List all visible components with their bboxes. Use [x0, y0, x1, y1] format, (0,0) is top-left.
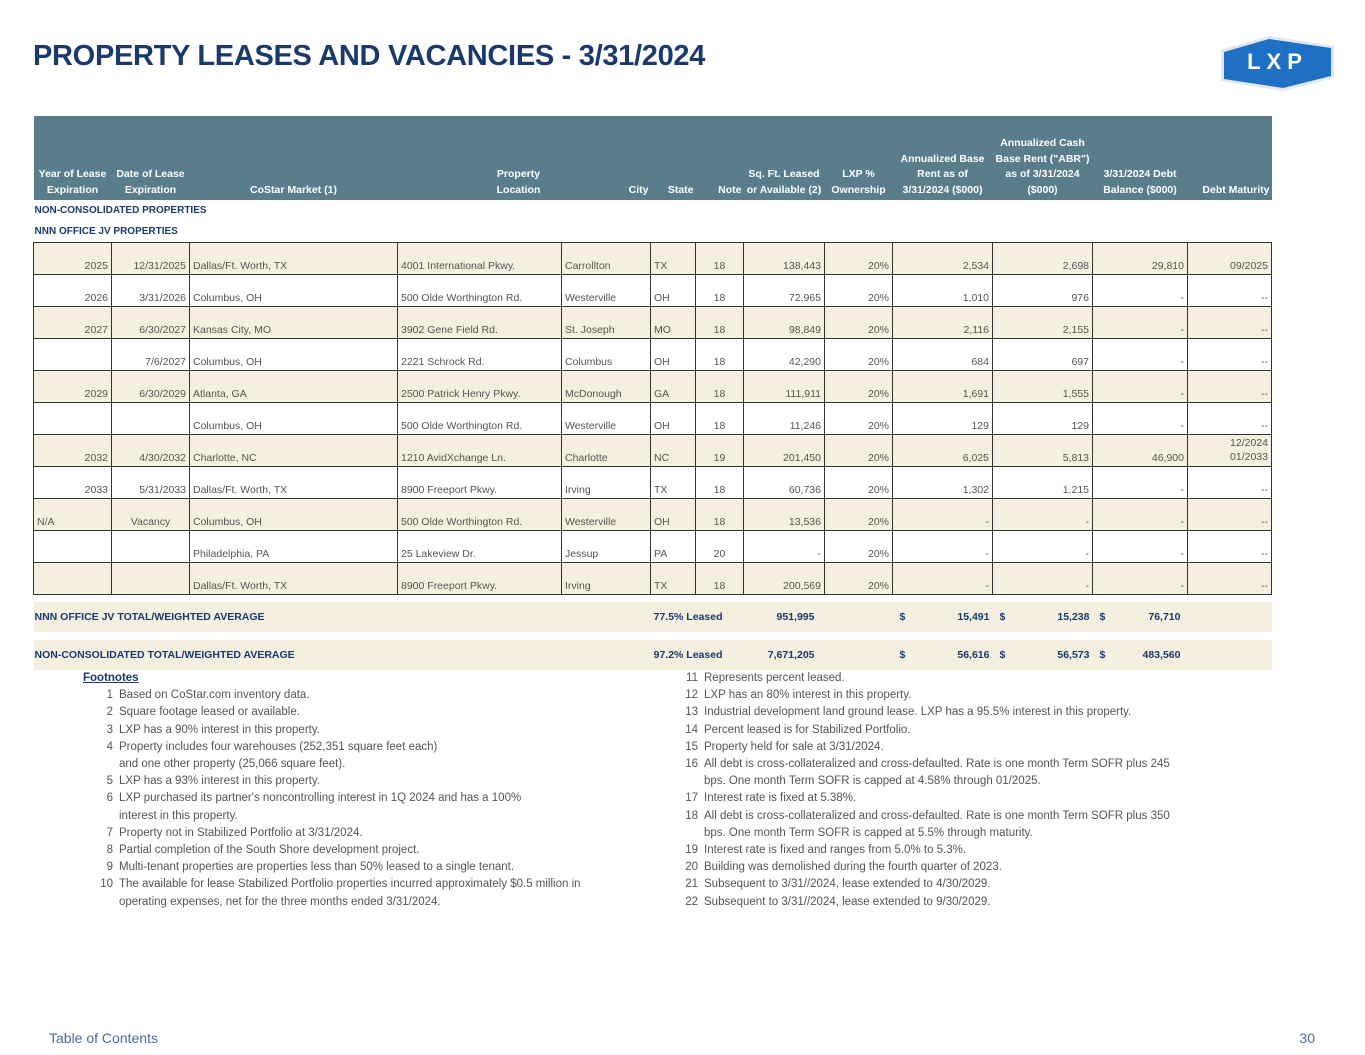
footnote-item: [83, 859, 643, 876]
cell-market: Charlotte, NC: [190, 435, 398, 467]
footnote-text: LXP purchased its partner's noncontrolling interest in 1Q 2024 and has a 100%: [119, 792, 522, 805]
cell-own: 20%: [825, 371, 893, 403]
cell-city: Irving: [562, 467, 651, 499]
lease-table: [33, 116, 1272, 670]
cell-note: 20: [696, 531, 744, 563]
cell-date: Vacancy: [112, 499, 190, 531]
footnote-number: 9: [106, 861, 113, 874]
cell-year: [34, 531, 112, 563]
footnotes-heading: Footnotes: [83, 672, 139, 684]
total-maturity: [1188, 602, 1272, 632]
footnote-number: 12: [685, 689, 698, 702]
total-label: NNN OFFICE JV TOTAL/WEIGHTED AVERAGE: [34, 602, 651, 632]
table-of-contents-link[interactable]: Table of Contents: [49, 1030, 158, 1046]
footnote-item: [83, 808, 643, 825]
cell-abr: 2,534: [893, 243, 993, 275]
table-row: [34, 563, 1272, 595]
total-cash-value: 56,573: [1057, 649, 1090, 661]
footnote-number: 17: [685, 792, 698, 805]
total-leased: 77.5% Leased: [653, 611, 723, 623]
cell-city: Westerville: [562, 499, 651, 531]
footnote-item: [668, 876, 1188, 893]
cell-maturity-line: 12/2024: [1230, 437, 1268, 449]
cell-state: TX: [651, 563, 696, 595]
cell-maturity: --: [1188, 563, 1272, 595]
footnote-item: [668, 670, 1188, 687]
footnote-item: [668, 894, 1188, 911]
footnote-text: bps. One month Term SOFR is capped at 4.58% through 01/2025.: [704, 775, 1041, 788]
section-row: [34, 200, 1272, 221]
cell-year: 2026: [34, 275, 112, 307]
footnote-item: [668, 859, 1188, 876]
cell-location: 3902 Gene Field Rd.: [398, 307, 562, 339]
cell-maturity: --: [1188, 467, 1272, 499]
cell-date: [112, 403, 190, 435]
footnote-item: [668, 704, 1188, 721]
cell-debt: -: [1093, 467, 1188, 499]
cell-cash: 2,698: [993, 243, 1093, 275]
total-sqft: [651, 602, 825, 632]
logo-text: LXP: [1247, 49, 1308, 74]
cell-city: Westerville: [562, 403, 651, 435]
currency-symbol: $: [999, 649, 1006, 661]
header-abr: Annualized Base Rent as of 3/31/2024 ($000): [893, 116, 993, 200]
cell-cash: 976: [993, 275, 1093, 307]
table-row: [34, 435, 1272, 467]
footnote-text: All debt is cross-collateralized and cross-defaulted. Rate is one month Term SOFR plus 350: [704, 809, 1170, 822]
table-row: [34, 275, 1272, 307]
table-row: [34, 339, 1272, 371]
cell-cash: 697: [993, 339, 1093, 371]
cell-location: 4001 International Pkwy.: [398, 243, 562, 275]
footnote-item: [83, 876, 643, 893]
cell-state: NC: [651, 435, 696, 467]
cell-market: Columbus, OH: [190, 339, 398, 371]
footnote-item: [668, 842, 1188, 859]
footnote-text: Subsequent to 3/31//2024, lease extended to 4/30/2029.: [704, 878, 991, 891]
cell-note: 18: [696, 275, 744, 307]
total-sqft-value: 951,995: [776, 611, 815, 623]
footnote-item: [83, 842, 643, 859]
cell-market: Atlanta, GA: [190, 371, 398, 403]
total-cash-abr: [993, 602, 1093, 632]
cell-debt: -: [1093, 403, 1188, 435]
total-spacer: [825, 602, 893, 632]
total-row: [34, 640, 1272, 670]
total-abr-value: 15,491: [957, 611, 990, 623]
cell-city: Charlotte: [562, 435, 651, 467]
total-cash-abr: [993, 640, 1093, 670]
cell-maturity: --: [1188, 307, 1272, 339]
total-debt: [1093, 640, 1188, 670]
cell-own: 20%: [825, 531, 893, 563]
cell-note: 18: [696, 499, 744, 531]
table-row: [34, 499, 1272, 531]
cell-note: 18: [696, 403, 744, 435]
cell-own: 20%: [825, 307, 893, 339]
header-sqft: Sq. Ft. Leased or Available (2): [744, 116, 825, 200]
cell-sqft: 72,965: [744, 275, 825, 307]
footnote-text: Square footage leased or available.: [119, 706, 300, 719]
total-row: [34, 602, 1272, 632]
header-cash-abr: Annualized Cash Base Rent ("ABR") as of 3/31/2024 ($000): [993, 116, 1093, 200]
cell-location: 8900 Freeport Pkwy.: [398, 563, 562, 595]
header-debt-balance: 3/31/2024 Debt Balance ($000): [1093, 116, 1188, 200]
cell-own: 20%: [825, 563, 893, 595]
cell-sqft: 98,849: [744, 307, 825, 339]
cell-sqft: -: [744, 531, 825, 563]
currency-symbol: $: [1099, 611, 1106, 623]
total-cash-value: 15,238: [1057, 611, 1090, 623]
cell-location: 1210 AvidXchange Ln.: [398, 435, 562, 467]
footnote-text: bps. One month Term SOFR is capped at 5.5% through maturity.: [704, 826, 1033, 839]
cell-city: Columbus: [562, 339, 651, 371]
footnotes-left: [83, 670, 643, 911]
header-year: Year of Lease Expiration: [34, 116, 112, 200]
cell-debt: 46,900: [1093, 435, 1188, 467]
footnote-text: Interest rate is fixed at 5.38%.: [704, 792, 857, 805]
cell-year: N/A: [34, 499, 112, 531]
cell-maturity: [1188, 435, 1272, 467]
footnote-number: [83, 756, 119, 773]
footnote-number: 10: [100, 878, 113, 891]
footnote-number: 15: [685, 740, 698, 753]
cell-note: 18: [696, 243, 744, 275]
page-number: 30: [1299, 1030, 1315, 1046]
footnote-text: LXP has a 90% interest in this property.: [119, 723, 320, 736]
footnote-number: 18: [685, 809, 698, 822]
footnote-number: 22: [685, 895, 698, 908]
footnote-text: and one other property (25,066 square feet).: [119, 758, 346, 771]
footnote-text: Interest rate is fixed and ranges from 5.0% to 5.3%.: [704, 844, 967, 857]
currency-symbol: $: [899, 611, 906, 623]
footnote-item: [668, 722, 1188, 739]
footnote-item: [83, 825, 643, 842]
footnote-number: 2: [106, 706, 113, 719]
cell-maturity: --: [1188, 499, 1272, 531]
footnote-number: 14: [685, 723, 698, 736]
cell-note: 18: [696, 563, 744, 595]
cell-year: 2025: [34, 243, 112, 275]
table-row: [34, 243, 1272, 275]
cell-date: 4/30/2032: [112, 435, 190, 467]
header-note: Note: [696, 116, 744, 200]
cell-abr: -: [893, 531, 993, 563]
lxp-logo: [1221, 36, 1334, 91]
cell-state: OH: [651, 499, 696, 531]
footnote-text: Property includes four warehouses (252,351 square feet each): [119, 740, 438, 753]
header-ownership: LXP % Ownership: [825, 116, 893, 200]
footnote-item: [83, 790, 643, 807]
cell-sqft: 200,569: [744, 563, 825, 595]
footnote-item: [668, 756, 1188, 773]
cell-date: 6/30/2029: [112, 371, 190, 403]
footnote-number: 16: [685, 758, 698, 771]
cell-city: Westerville: [562, 275, 651, 307]
footnote-text: Percent leased is for Stabilized Portfolio.: [704, 723, 911, 736]
cell-state: OH: [651, 275, 696, 307]
table-row: [34, 403, 1272, 435]
cell-date: 12/31/2025: [112, 243, 190, 275]
header-debt-maturity: Debt Maturity: [1188, 116, 1272, 200]
cell-location: 8900 Freeport Pkwy.: [398, 467, 562, 499]
footnote-item: [668, 825, 1188, 842]
footnote-text: Based on CoStar.com inventory data.: [119, 689, 310, 702]
cell-year: 2029: [34, 371, 112, 403]
cell-market: Columbus, OH: [190, 499, 398, 531]
cell-debt: -: [1093, 307, 1188, 339]
footnote-item: [668, 790, 1188, 807]
cell-state: GA: [651, 371, 696, 403]
cell-location: 25 Lakeview Dr.: [398, 531, 562, 563]
footnote-text: LXP has a 93% interest in this property.: [119, 775, 320, 788]
footnote-text: operating expenses, net for the three months ended 3/31/2024.: [119, 895, 441, 908]
cell-cash: 1,215: [993, 467, 1093, 499]
cell-location: 2500 Patrick Henry Pkwy.: [398, 371, 562, 403]
footnote-item: [83, 704, 643, 721]
total-label: NON-CONSOLIDATED TOTAL/WEIGHTED AVERAGE: [34, 640, 651, 670]
cell-state: TX: [651, 467, 696, 499]
cell-own: 20%: [825, 403, 893, 435]
header-state: State: [651, 116, 696, 200]
total-leased: 97.2% Leased: [653, 649, 723, 661]
cell-date: 5/31/2033: [112, 467, 190, 499]
cell-state: OH: [651, 403, 696, 435]
footnote-number: 1: [106, 689, 113, 702]
footnote-text: Partial completion of the South Shore development project.: [119, 844, 420, 857]
cell-maturity: --: [1188, 275, 1272, 307]
footnote-item: [83, 894, 643, 911]
cell-abr: 1,302: [893, 467, 993, 499]
cell-market: Dallas/Ft. Worth, TX: [190, 563, 398, 595]
cell-city: St. Joseph: [562, 307, 651, 339]
footnote-text: Subsequent to 3/31//2024, lease extended to 9/30/2029.: [704, 895, 991, 908]
footnote-item: [668, 808, 1188, 825]
total-spacer: [825, 640, 893, 670]
cell-maturity: --: [1188, 403, 1272, 435]
footnote-item: [83, 722, 643, 739]
total-debt-value: 76,710: [1148, 611, 1181, 623]
page-title: PROPERTY LEASES AND VACANCIES - 3/31/2024: [33, 40, 706, 72]
cell-debt: -: [1093, 531, 1188, 563]
cell-cash: 1,555: [993, 371, 1093, 403]
cell-debt: -: [1093, 563, 1188, 595]
total-abr: [893, 640, 993, 670]
cell-note: 18: [696, 307, 744, 339]
cell-abr: 684: [893, 339, 993, 371]
footnote-number: [83, 894, 119, 911]
cell-debt: -: [1093, 499, 1188, 531]
cell-abr: 1,691: [893, 371, 993, 403]
cell-market: Kansas City, MO: [190, 307, 398, 339]
header-city: City: [562, 116, 651, 200]
cell-state: PA: [651, 531, 696, 563]
cell-date: 3/31/2026: [112, 275, 190, 307]
footnote-item: [83, 773, 643, 790]
cell-own: 20%: [825, 435, 893, 467]
cell-city: Jessup: [562, 531, 651, 563]
cell-maturity: --: [1188, 531, 1272, 563]
cell-maturity: 09/2025: [1188, 243, 1272, 275]
currency-symbol: $: [899, 649, 906, 661]
total-maturity: [1188, 640, 1272, 670]
cell-location: 500 Olde Worthington Rd.: [398, 499, 562, 531]
header-date: Date of Lease Expiration: [112, 116, 190, 200]
cell-market: Philadelphia, PA: [190, 531, 398, 563]
footnote-item: [83, 756, 643, 773]
section-label: NON-CONSOLIDATED PROPERTIES: [34, 200, 1272, 221]
footnote-number: [83, 808, 119, 825]
cell-year: 2027: [34, 307, 112, 339]
cell-abr: 2,116: [893, 307, 993, 339]
cell-cash: -: [993, 563, 1093, 595]
cell-year: [34, 563, 112, 595]
cell-date: [112, 563, 190, 595]
footnote-item: [668, 739, 1188, 756]
cell-own: 20%: [825, 243, 893, 275]
footnote-number: 21: [685, 878, 698, 891]
cell-sqft: 138,443: [744, 243, 825, 275]
table-header-row: [34, 116, 1272, 200]
spacer-row: [34, 632, 1272, 640]
cell-market: Columbus, OH: [190, 403, 398, 435]
cell-market: Columbus, OH: [190, 275, 398, 307]
cell-sqft: 111,911: [744, 371, 825, 403]
cell-cash: -: [993, 499, 1093, 531]
lease-table-container: [33, 116, 1271, 670]
total-abr: [893, 602, 993, 632]
cell-maturity: --: [1188, 339, 1272, 371]
cell-sqft: 60,736: [744, 467, 825, 499]
cell-year: 2032: [34, 435, 112, 467]
cell-note: 18: [696, 467, 744, 499]
cell-date: 6/30/2027: [112, 307, 190, 339]
cell-market: Dallas/Ft. Worth, TX: [190, 467, 398, 499]
cell-debt: -: [1093, 371, 1188, 403]
cell-date: [112, 531, 190, 563]
footnote-text: Property held for sale at 3/31/2024.: [704, 740, 884, 753]
cell-abr: 129: [893, 403, 993, 435]
total-debt: [1093, 602, 1188, 632]
total-sqft: [651, 640, 825, 670]
footnote-number: [668, 773, 704, 790]
footnote-text: The available for lease Stabilized Portfolio properties incurred approximately $0.5 million in: [119, 878, 581, 891]
total-debt-value: 483,560: [1142, 649, 1181, 661]
cell-year: [34, 403, 112, 435]
section-row: [34, 221, 1272, 243]
total-sqft-value: 7,671,205: [767, 649, 815, 661]
cell-city: McDonough: [562, 371, 651, 403]
cell-sqft: 42,290: [744, 339, 825, 371]
footnote-number: 19: [685, 844, 698, 857]
footnote-number: 11: [686, 672, 698, 684]
footnote-number: [668, 825, 704, 842]
cell-city: Irving: [562, 563, 651, 595]
cell-state: OH: [651, 339, 696, 371]
cell-note: 19: [696, 435, 744, 467]
cell-year: 2033: [34, 467, 112, 499]
spacer-row: [34, 595, 1272, 603]
cell-own: 20%: [825, 275, 893, 307]
cell-year: [34, 339, 112, 371]
currency-symbol: $: [1099, 649, 1106, 661]
cell-cash: 5,813: [993, 435, 1093, 467]
cell-abr: -: [893, 563, 993, 595]
footnote-number: 5: [106, 775, 113, 788]
footnote-number: 13: [685, 706, 698, 719]
table-row: [34, 371, 1272, 403]
cell-sqft: 11,246: [744, 403, 825, 435]
cell-cash: 2,155: [993, 307, 1093, 339]
footnote-number: 3: [106, 723, 113, 736]
cell-own: 20%: [825, 339, 893, 371]
footnote-number: 7: [106, 826, 113, 839]
footnote-number: 8: [106, 844, 113, 857]
footnote-text: interest in this property.: [119, 809, 238, 822]
footnote-text: All debt is cross-collateralized and cross-defaulted. Rate is one month Term SOFR plus 245: [704, 758, 1170, 771]
footnote-text: LXP has an 80% interest in this property.: [704, 689, 912, 702]
cell-cash: 129: [993, 403, 1093, 435]
footnote-text: Industrial development land ground lease. LXP has a 95.5% interest in this property.: [704, 706, 1132, 719]
footnote-item: [83, 687, 643, 704]
footnote-text: Represents percent leased.: [704, 672, 845, 684]
cell-date: 7/6/2027: [112, 339, 190, 371]
footnotes-right: [668, 670, 1188, 911]
header-market: CoStar Market (1): [190, 116, 398, 200]
cell-market: Dallas/Ft. Worth, TX: [190, 243, 398, 275]
cell-note: 18: [696, 339, 744, 371]
cell-location: 500 Olde Worthington Rd.: [398, 275, 562, 307]
cell-cash: -: [993, 531, 1093, 563]
table-row: [34, 467, 1272, 499]
footnote-text: Multi-tenant properties are properties less than 50% leased to a single tenant.: [119, 861, 515, 874]
cell-own: 20%: [825, 467, 893, 499]
cell-location: 500 Olde Worthington Rd.: [398, 403, 562, 435]
table-row: [34, 531, 1272, 563]
cell-abr: 6,025: [893, 435, 993, 467]
cell-state: TX: [651, 243, 696, 275]
footnote-number: 4: [106, 740, 113, 753]
footnote-text: Property not in Stabilized Portfolio at 3/31/2024.: [119, 826, 363, 839]
cell-own: 20%: [825, 499, 893, 531]
cell-city: Carrollton: [562, 243, 651, 275]
cell-debt: -: [1093, 275, 1188, 307]
cell-sqft: 13,536: [744, 499, 825, 531]
footnote-number: 6: [106, 792, 113, 805]
footnote-item: [83, 739, 643, 756]
section-label: NNN OFFICE JV PROPERTIES: [34, 221, 1272, 243]
cell-abr: -: [893, 499, 993, 531]
cell-sqft: 201,450: [744, 435, 825, 467]
cell-note: 18: [696, 371, 744, 403]
currency-symbol: $: [999, 611, 1006, 623]
cell-abr: 1,010: [893, 275, 993, 307]
footnote-item: [668, 773, 1188, 790]
total-abr-value: 56,616: [957, 649, 990, 661]
footnote-number: 20: [685, 861, 698, 874]
footnote-text: Building was demolished during the fourth quarter of 2023.: [704, 861, 1002, 874]
cell-state: MO: [651, 307, 696, 339]
cell-location: 2221 Schrock Rd.: [398, 339, 562, 371]
table-row: [34, 307, 1272, 339]
cell-maturity-line: 01/2033: [1230, 451, 1268, 463]
cell-debt: -: [1093, 339, 1188, 371]
cell-debt: 29,810: [1093, 243, 1188, 275]
cell-maturity: --: [1188, 371, 1272, 403]
footnote-item: [668, 687, 1188, 704]
header-location: Property Location: [398, 116, 562, 200]
